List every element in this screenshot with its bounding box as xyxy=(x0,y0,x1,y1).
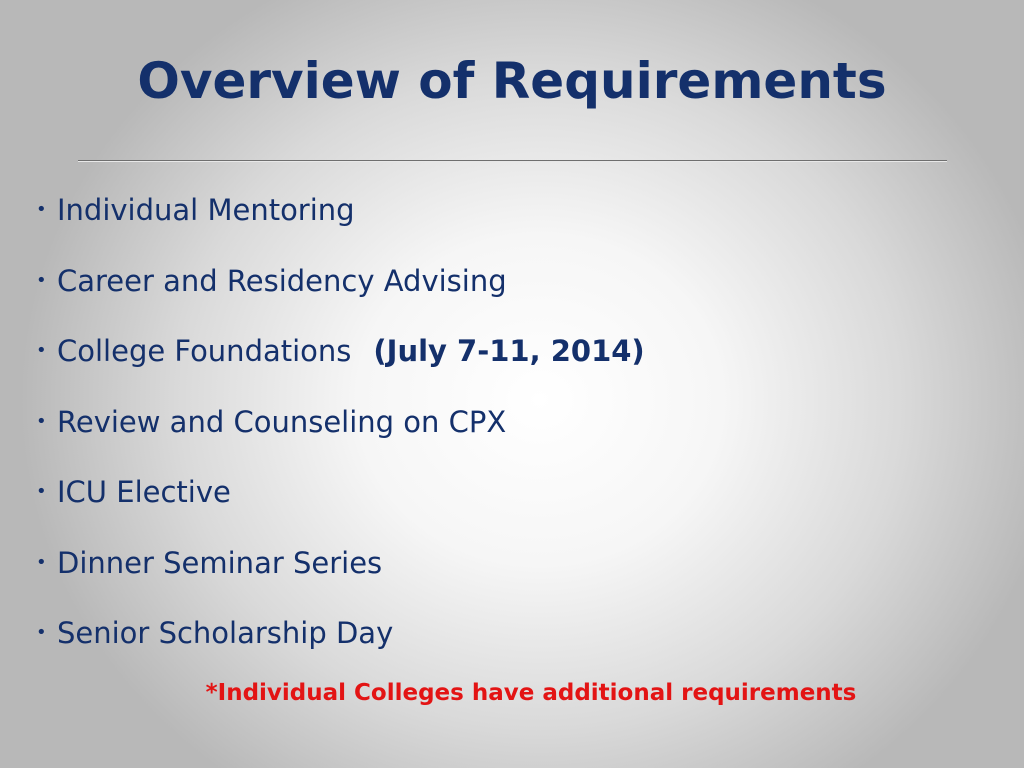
list-item-label: Individual Mentoring xyxy=(57,193,355,227)
list-item-label: Dinner Seminar Series xyxy=(57,545,383,580)
bullet-icon: • xyxy=(36,340,47,361)
list-item-icu-elective xyxy=(36,468,645,539)
list-item-date-note: (July 7-11, 2014) xyxy=(373,334,645,368)
list-item-career-residency-advising xyxy=(36,257,645,328)
list-item-label: Senior Scholarship Day xyxy=(57,616,394,650)
list-item-individual-mentoring xyxy=(36,186,645,257)
title-divider xyxy=(78,160,947,161)
list-item-review-counseling-cpx xyxy=(36,398,645,469)
bullet-icon: • xyxy=(36,410,47,432)
list-item-label: College Foundations xyxy=(57,334,352,368)
footnote: *Individual Colleges have additional requirements xyxy=(205,680,857,706)
bullet-icon: • xyxy=(36,199,47,220)
requirements-list xyxy=(36,186,645,680)
list-item-label: Review and Counseling on CPX xyxy=(57,404,507,439)
slide-title: Overview of Requirements xyxy=(137,52,887,110)
list-item-dinner-seminar-series xyxy=(36,539,645,610)
bullet-icon: • xyxy=(36,551,47,573)
bullet-icon: • xyxy=(36,622,47,643)
bullet-icon: • xyxy=(36,481,47,502)
list-item-label: ICU Elective xyxy=(57,475,231,509)
list-item-senior-scholarship-day xyxy=(36,609,645,680)
bullet-icon: • xyxy=(36,269,47,291)
list-item-college-foundations xyxy=(36,327,645,398)
list-item-label: Career and Residency Advising xyxy=(57,263,507,298)
